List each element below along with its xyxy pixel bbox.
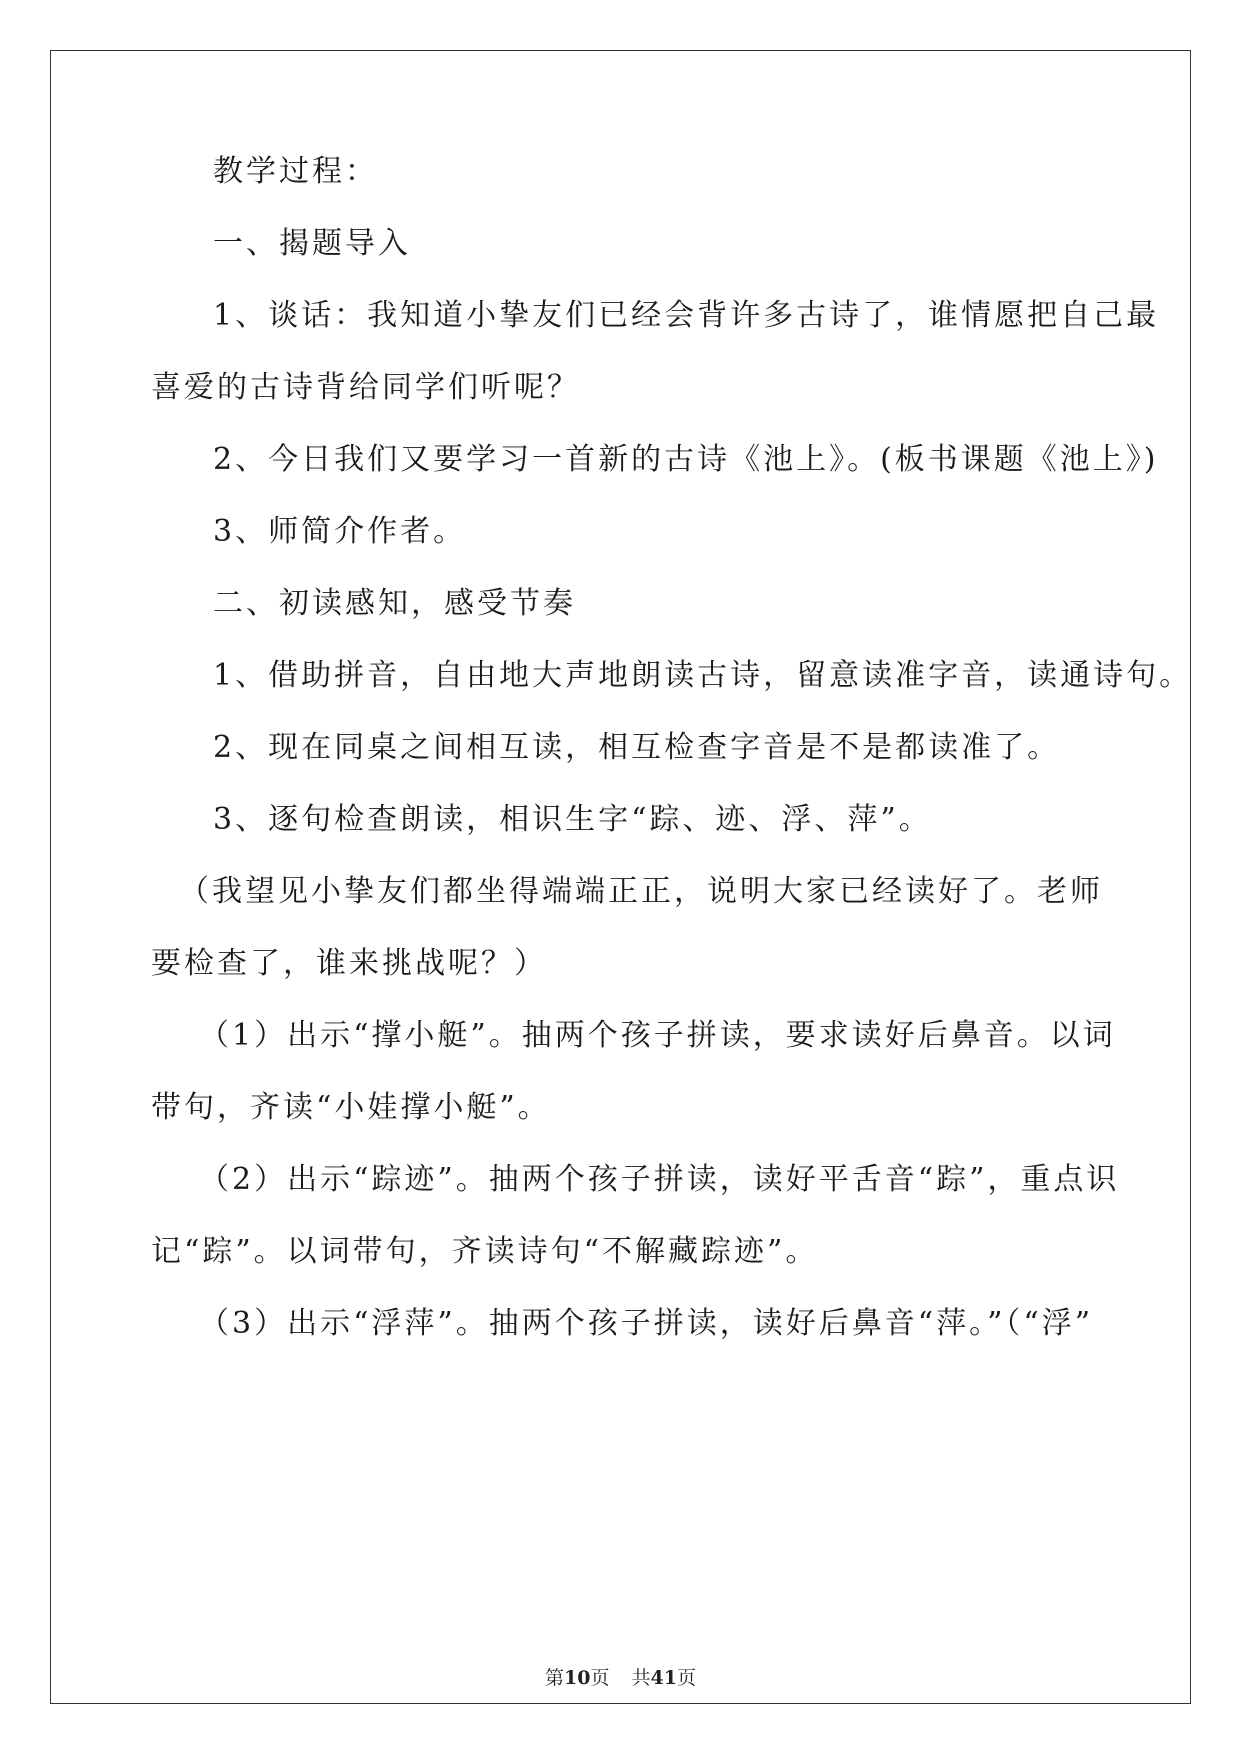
section-heading: 二、初读感知，感受节奏 (213, 586, 576, 621)
text-line: （2）出示“踪迹”。抽两个孩子拼读，读好平舌音“踪”，重点识 (199, 1162, 1120, 1197)
section-heading: 一、揭题导入 (213, 226, 411, 261)
text-line: 2、现在同桌之间相互读，相互检查字音是不是都读准了。 (213, 730, 1061, 765)
footer-suffix: 页 (676, 1667, 696, 1689)
footer-prefix: 第 (545, 1667, 565, 1689)
text-line: 3、师简介作者。 (213, 514, 467, 549)
footer-total-prefix: 共 (631, 1667, 651, 1689)
text-line: （我望见小挚友们都坐得端端正正，说明大家已经读好了。老师 (179, 874, 1103, 909)
page-footer (0, 1667, 1241, 1689)
text-line: 1、谈话：我知道小挚友们已经会背许多古诗了，谁情愿把自己最 (213, 298, 1160, 333)
text-line: 1、借助拼音，自由地大声地朗读古诗，留意读准字音，读通诗句。 (213, 658, 1193, 693)
footer-mid: 页 (590, 1667, 610, 1689)
text-line: 记“踪”。以词带句，齐读诗句“不解藏踪迹”。 (151, 1234, 819, 1269)
text-line: 要检查了，谁来挑战呢？） (151, 946, 547, 981)
total-page-count: 41 (650, 1667, 677, 1689)
text-line: （3）出示“浮萍”。抽两个孩子拼读，读好后鼻音“萍。”（“浮” (199, 1306, 1094, 1341)
text-line: 带句，齐读“小娃撑小艇”。 (151, 1090, 551, 1125)
current-page-number: 10 (564, 1667, 591, 1689)
text-line: 3、逐句检查朗读，相识生字“踪、迹、浮、萍”。 (213, 802, 932, 837)
text-line: （1）出示“撑小艇”。抽两个孩子拼读，要求读好后鼻音。以词 (199, 1018, 1116, 1053)
text-line: 教学过程： (213, 154, 378, 189)
text-line: 2、今日我们又要学习一首新的古诗《池上》。(板书课题《池上》) (213, 442, 1159, 477)
text-line: 喜爱的古诗背给同学们听呢？ (151, 370, 580, 405)
